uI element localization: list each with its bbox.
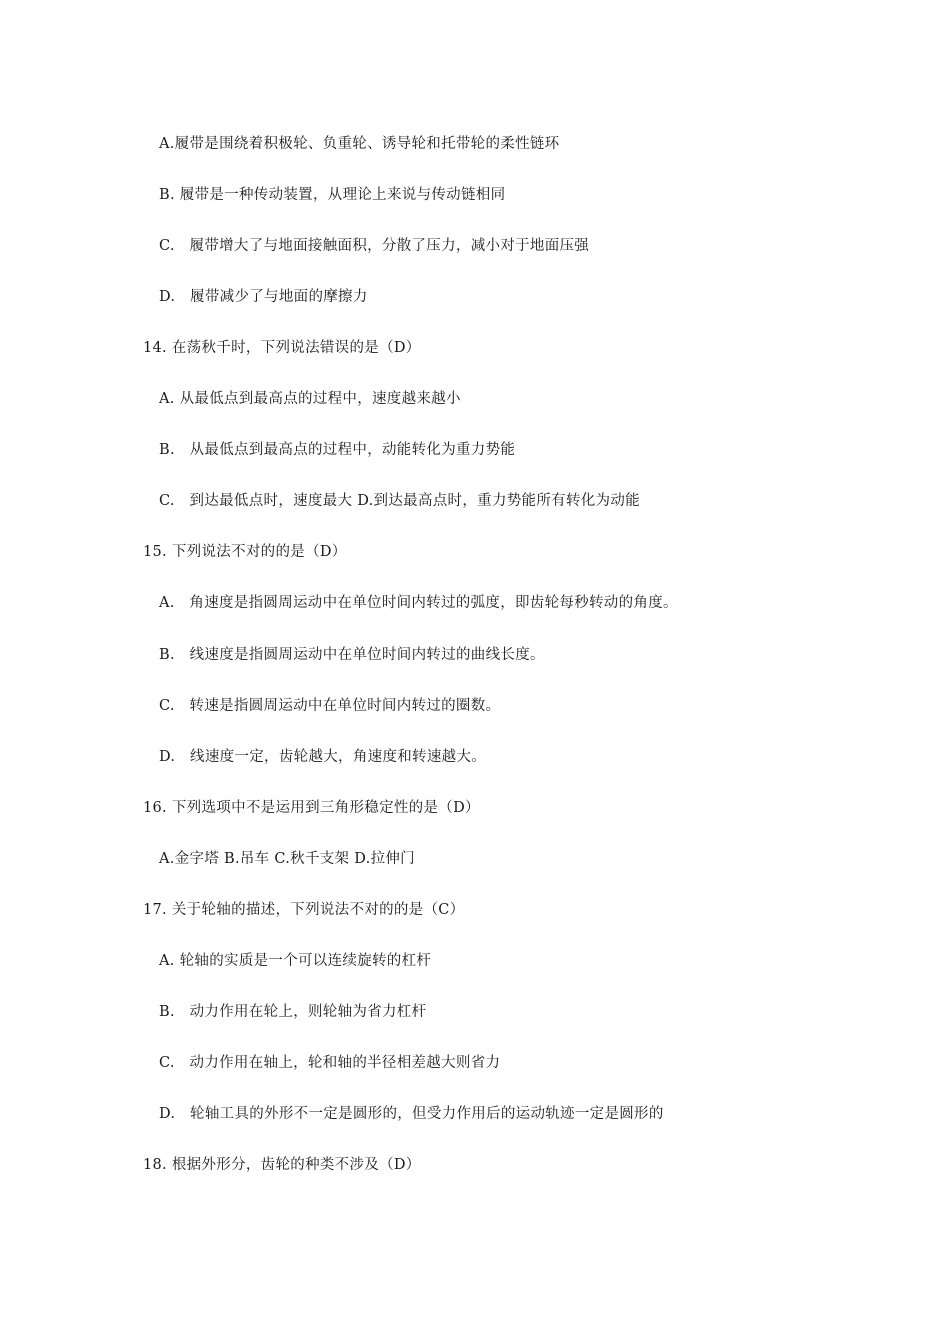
option-line: A. 从最低点到最高点的过程中，速度越来越小: [159, 391, 461, 407]
question-line: 14. 在荡秋千时，下列说法错误的是（D）: [143, 340, 421, 356]
question-line: 17. 关于轮轴的描述，下列说法不对的的是（C）: [143, 902, 465, 918]
option-line: C. 履带增大了与地面接触面积，分散了压力，减小对于地面压强: [159, 238, 590, 254]
option-line: B. 线速度是指圆周运动中在单位时间内转过的曲线长度。: [159, 647, 545, 663]
option-line: A.履带是围绕着积极轮、负重轮、诱导轮和托带轮的柔性链环: [159, 136, 560, 152]
question-line: 15. 下列说法不对的的是（D）: [143, 544, 347, 560]
option-line: D. 轮轴工具的外形不一定是圆形的，但受力作用后的运动轨迹一定是圆形的: [159, 1106, 664, 1122]
option-line: D. 线速度一定，齿轮越大，角速度和转速越大。: [159, 749, 487, 765]
option-line: A. 轮轴的实质是一个可以连续旋转的杠杆: [159, 953, 432, 969]
option-line: B. 动力作用在轮上，则轮轴为省力杠杆: [159, 1004, 427, 1020]
question-line: 16. 下列选项中不是运用到三角形稳定性的是（D）: [143, 800, 480, 816]
option-line: A. 角速度是指圆周运动中在单位时间内转过的弧度，即齿轮每秒转动的角度。: [159, 595, 678, 611]
question-line: 18. 根据外形分，齿轮的种类不涉及（D）: [143, 1157, 421, 1173]
option-line: C. 到达最低点时，速度最大 D.到达最高点时，重力势能所有转化为动能: [159, 493, 640, 509]
option-line: B. 从最低点到最高点的过程中，动能转化为重力势能: [159, 442, 516, 458]
option-line: A.金字塔 B.吊车 C.秋千支架 D.拉伸门: [159, 851, 415, 867]
option-line: C. 动力作用在轴上，轮和轴的半径相差越大则省力: [159, 1055, 501, 1071]
option-line: C. 转速是指圆周运动中在单位时间内转过的圈数。: [159, 698, 501, 714]
option-line: D. 履带减少了与地面的摩擦力: [159, 289, 368, 305]
option-line: B. 履带是一种传动装置，从理论上来说与传动链相同: [159, 187, 506, 203]
